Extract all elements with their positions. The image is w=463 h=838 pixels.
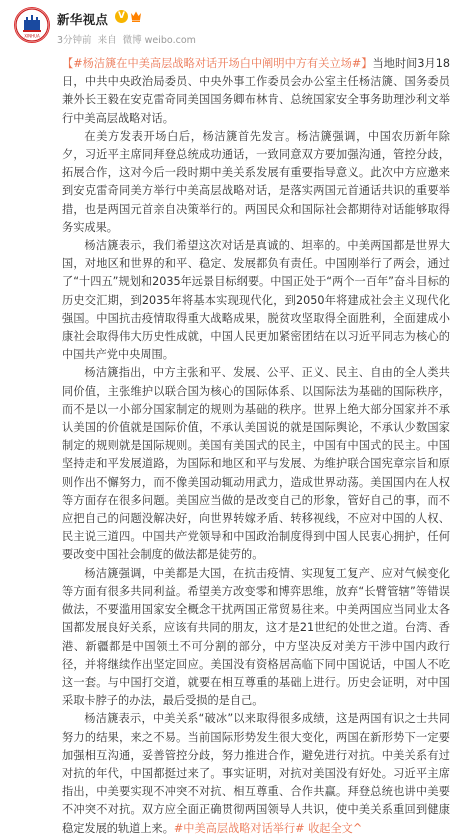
collapse-text-button[interactable] <box>308 822 362 835</box>
post-paragraph: 杨洁篪指出，中方主张和平、发展、公平、正义、民主、自由的全人类共同价值，主张维护以联合国为核心的国际体系、以国际法为基础的国际秩序，而不是以一小部分国家制定的规则为基础的秩序。世界上绝大部分国家并不承认美国的价值就是国际价值，不承认美国说的就是国际舆论，不承认少数国家制定的规则就是国际规则。美国有美国式的民主，中国有中国式的民主。中国坚持走和平发展道路，为国际和地区和平与发展、为维护联合国宪章宗旨和原则作出不懈努力，而不像美国动辄动用武力，造成世界动荡。美国国内在人权等方面存在很多问题。美国应当做的是改变自己的形象，管好自己的事，而不应把自己的问题没解决好，向世界转嫁矛盾、转移视线，不应对中国的人权、民主说三道四。中国共产党领导和中国政治制度得到中国人民衷心拥护，任何要改变中国社会制度的做法都是徒劳的。 <box>62 366 450 562</box>
post-body <box>62 55 450 838</box>
post-last-paragraph <box>62 710 450 837</box>
verified-badge-icon: V <box>115 10 128 23</box>
post-paragraph: 在美方发表开场白后，杨洁篪首先发言。杨洁篪强调，中国农历新年除夕，习近平主席同拜登总统成功通话，一致同意双方要加强沟通，管控分歧，拓展合作，这对今后一段时期中美关系发展有重要指导意义。此次中方应邀来到安克雷奇同美方举行中美高层战略对话，是落实两国元首通话共识的重要举措，也是两国元首亲自决策举行的。两国民众和国际社会都期待对话能够取得务实成果。 <box>62 129 450 234</box>
post-header <box>0 0 463 52</box>
username[interactable]: 新华视点 <box>57 12 109 27</box>
post-lead-paragraph <box>62 55 450 128</box>
source-prefix: 来自 <box>97 35 117 46</box>
trailing-hashtag-link[interactable]: #中美高层战略对话举行# <box>173 821 305 835</box>
post-time[interactable]: 3分钟前 <box>57 35 92 46</box>
collapse-text-label: 收起全文 <box>308 821 353 835</box>
vip-crown-icon <box>130 10 142 23</box>
svg-text:XINHUA: XINHUA <box>24 33 40 39</box>
post-paragraph: 杨洁篪表示，我们希望这次对话是真诚的、坦率的。中美两国都是世界大国，对地区和世界的和平、稳定、发展都负有责任。中国刚举行了两会，通过了“十四五”规划和2035年远景目标纲要。中国正处于“两个一百年”奋斗目标的历史交汇期，到2035年将基本实现现代化，到2050年将建成社会主义现代化强国。中国抗击疫情取得重大战略成果，脱贫攻坚取得全面胜利，全面建成小康社会取得伟大历史性成就，中国人民更加紧密团结在以习近平同志为核心的中国共产党中央周围。 <box>62 239 450 362</box>
hashtag-title-link[interactable]: 【#杨洁篪在中美高层战略对话开场白中阐明中方有关立场#】 <box>62 57 373 70</box>
last-paragraph-text: 杨洁篪表示，中美关系“破冰”以来取得很多成绩，这是两国有识之士共同努力的结果，来之不易。当前国际形势发生很大变化，两国在新形势下一定要加强相互沟通，妥善管控分歧，努力推进合作，避免进行对抗。中美关系有过对抗的年代，中国都挺过来了。事实证明，对抗对美国没有好处。习近平主席指出，中美要实现不冲突不对抗、相互尊重、合作共赢。拜登总统也讲中美要不冲突不对抗。双方应全面正确贯彻两国领导人共识，使中美关系重回到健康稳定发展的轨道上来。 <box>62 712 450 835</box>
chevron-up-icon: ^ <box>352 821 363 835</box>
post-source: 微博 weibo.com <box>122 35 196 46</box>
lead-text: 当地时间3月18日，中共中央政治局委员、中央外事工作委员会办公室主任杨洁篪、国务委员兼外长王毅在安克雷奇同美国国务卿布林肯、总统国家安全事务助理沙利文举行中美高层战略对话。 <box>62 57 450 125</box>
avatar[interactable] <box>14 7 50 43</box>
xinhua-logo-icon <box>15 8 49 42</box>
post-paragraph: 杨洁篪强调，中美都是大国，在抗击疫情、实现复工复产、应对气候变化等方面有很多共同利益。希望美方改变零和博弈思维，放弃“长臂管辖”等错误做法，不要滥用国家安全概念干扰两国正常贸易往来。中美两国应当同业太各国都发展良好关系，应该有共同的朋友，这才是21世纪的处世之道。台湾、香港、新疆都是中国领土不可分割的部分，中方坚决反对美方干涉中国内政行径，并将继续作出坚定回应。美国没有资格居高临下同中国说话，中国人不吃这一套。与中国打交道，就要在相互尊重的基础上进行。历史会证明，对中国采取卡脖子的办法，最后受损的是自己。 <box>62 566 450 708</box>
post-meta <box>57 32 199 46</box>
